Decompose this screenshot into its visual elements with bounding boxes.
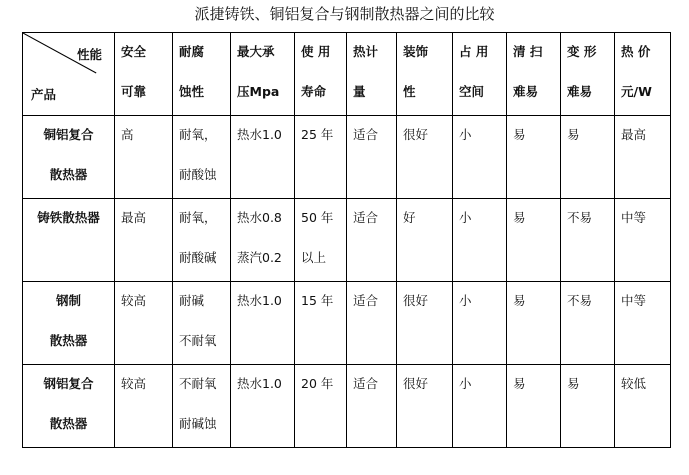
deformation-cell: 不易 [561, 282, 615, 365]
corrosion-cell: 耐碱 不耐氧 [173, 282, 231, 365]
price-cell: 中等 [615, 199, 671, 282]
corner-label-product: 产品 [31, 87, 57, 102]
price-cell: 较低 [615, 365, 671, 448]
corner-label-performance: 性能 [76, 47, 102, 62]
pressure-cell: 热水1.0 [231, 365, 295, 448]
col-header-safety: 安全 可靠 [115, 33, 173, 116]
pressure-cell: 热水1.0 [231, 116, 295, 199]
price-cell: 最高 [615, 116, 671, 199]
product-cell: 钢铝复合 散热器 [23, 365, 115, 448]
deformation-cell: 易 [561, 116, 615, 199]
lifespan-cell: 15 年 [295, 282, 347, 365]
col-header-pressure: 最大承 压Mpa [231, 33, 295, 116]
corrosion-cell: 耐氧， 耐酸蚀 [173, 116, 231, 199]
cleaning-cell: 易 [507, 199, 561, 282]
deformation-cell: 不易 [561, 199, 615, 282]
comparison-table [22, 32, 671, 448]
metering-cell: 适合 [347, 365, 397, 448]
decoration-cell: 很好 [397, 116, 453, 199]
decoration-cell: 好 [397, 199, 453, 282]
metering-cell: 适合 [347, 116, 397, 199]
space-cell: 小 [453, 282, 507, 365]
safety-cell: 最高 [115, 199, 173, 282]
deformation-cell: 易 [561, 365, 615, 448]
price-cell: 中等 [615, 282, 671, 365]
table-row [23, 365, 671, 448]
lifespan-cell: 20 年 [295, 365, 347, 448]
decoration-cell: 很好 [397, 282, 453, 365]
lifespan-cell: 25 年 [295, 116, 347, 199]
col-header-corrosion: 耐腐 蚀性 [173, 33, 231, 116]
col-header-decoration: 装饰 性 [397, 33, 453, 116]
col-header-space: 占 用 空间 [453, 33, 507, 116]
product-cell: 钢制 散热器 [23, 282, 115, 365]
cleaning-cell: 易 [507, 116, 561, 199]
header-row [23, 33, 671, 116]
space-cell: 小 [453, 199, 507, 282]
pressure-cell: 热水0.8 蒸汽0.2 [231, 199, 295, 282]
safety-cell: 较高 [115, 282, 173, 365]
corrosion-cell: 不耐氧 耐碱蚀 [173, 365, 231, 448]
corrosion-cell: 耐氧， 耐酸碱 [173, 199, 231, 282]
safety-cell: 较高 [115, 365, 173, 448]
metering-cell: 适合 [347, 282, 397, 365]
col-header-deformation: 变 形 难易 [561, 33, 615, 116]
col-header-price: 热 价 元/W [615, 33, 671, 116]
space-cell: 小 [453, 365, 507, 448]
product-cell: 铸铁散热器 [23, 199, 115, 282]
cleaning-cell: 易 [507, 365, 561, 448]
cleaning-cell: 易 [507, 282, 561, 365]
space-cell: 小 [453, 116, 507, 199]
col-header-cleaning: 清 扫 难易 [507, 33, 561, 116]
table-row [23, 116, 671, 199]
safety-cell: 高 [115, 116, 173, 199]
corner-header-cell [23, 33, 115, 116]
decoration-cell: 很好 [397, 365, 453, 448]
col-header-lifespan: 使 用 寿命 [295, 33, 347, 116]
document-title: 派捷铸铁、铜铝复合与钢制散热器之间的比较 [194, 5, 495, 23]
table-row [23, 282, 671, 365]
col-header-metering: 热计 量 [347, 33, 397, 116]
lifespan-cell: 50 年 以上 [295, 199, 347, 282]
table-row [23, 199, 671, 282]
pressure-cell: 热水1.0 [231, 282, 295, 365]
metering-cell: 适合 [347, 199, 397, 282]
product-cell: 铜铝复合 散热器 [23, 116, 115, 199]
